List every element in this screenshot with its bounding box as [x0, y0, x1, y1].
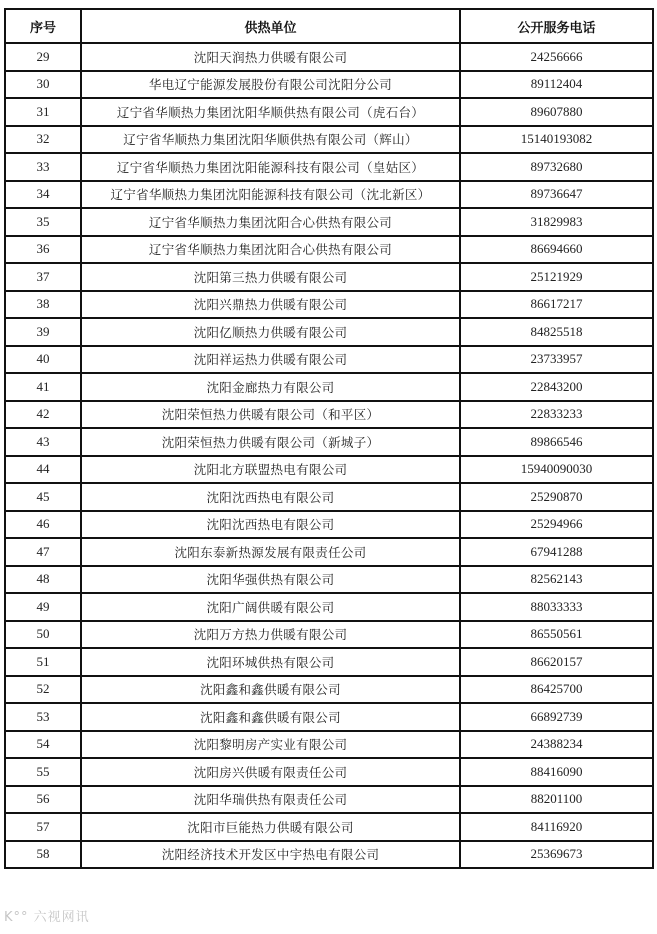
service-phone-cell: 89607880	[460, 98, 653, 126]
table-row	[5, 71, 653, 99]
table-row	[5, 236, 653, 264]
heating-units-table	[4, 8, 654, 869]
service-phone-cell: 24388234	[460, 731, 653, 759]
table-body	[5, 43, 653, 868]
service-phone-cell: 88033333	[460, 593, 653, 621]
header-service-phone: 公开服务电话	[460, 9, 653, 43]
service-phone-cell: 86550561	[460, 621, 653, 649]
table-row	[5, 373, 653, 401]
table-row	[5, 731, 653, 759]
heating-unit-cell: 沈阳兴鼎热力供暖有限公司	[81, 291, 460, 319]
heating-unit-cell: 辽宁省华顺热力集团沈阳华顺供热有限公司（虎石台）	[81, 98, 460, 126]
serial-number-cell: 30	[5, 71, 81, 99]
heating-unit-cell: 沈阳祥运热力供暖有限公司	[81, 346, 460, 374]
table-row	[5, 43, 653, 71]
heating-unit-cell: 沈阳沈西热电有限公司	[81, 483, 460, 511]
service-phone-cell: 89866546	[460, 428, 653, 456]
service-phone-cell: 86694660	[460, 236, 653, 264]
service-phone-cell: 22843200	[460, 373, 653, 401]
serial-number-cell: 53	[5, 703, 81, 731]
service-phone-cell: 88416090	[460, 758, 653, 786]
table-row	[5, 483, 653, 511]
heating-unit-cell: 沈阳广阔供暖有限公司	[81, 593, 460, 621]
service-phone-cell: 86425700	[460, 676, 653, 704]
service-phone-cell: 66892739	[460, 703, 653, 731]
table-row	[5, 703, 653, 731]
service-phone-cell: 25290870	[460, 483, 653, 511]
heating-unit-cell: 沈阳金廊热力有限公司	[81, 373, 460, 401]
serial-number-cell: 39	[5, 318, 81, 346]
service-phone-cell: 82562143	[460, 566, 653, 594]
table-row	[5, 566, 653, 594]
watermark: K°° 六视网讯	[4, 910, 90, 925]
service-phone-cell: 25369673	[460, 841, 653, 869]
serial-number-cell: 54	[5, 731, 81, 759]
serial-number-cell: 37	[5, 263, 81, 291]
table-row	[5, 98, 653, 126]
serial-number-cell: 58	[5, 841, 81, 869]
serial-number-cell: 55	[5, 758, 81, 786]
serial-number-cell: 50	[5, 621, 81, 649]
serial-number-cell: 43	[5, 428, 81, 456]
table-header-row	[5, 9, 653, 43]
heating-unit-cell: 沈阳鑫和鑫供暖有限公司	[81, 703, 460, 731]
table-row	[5, 758, 653, 786]
table-row	[5, 291, 653, 319]
serial-number-cell: 32	[5, 126, 81, 154]
table-row	[5, 181, 653, 209]
serial-number-cell: 36	[5, 236, 81, 264]
serial-number-cell: 52	[5, 676, 81, 704]
heating-unit-cell: 沈阳鑫和鑫供暖有限公司	[81, 676, 460, 704]
heating-unit-cell: 辽宁省华顺热力集团沈阳合心供热有限公司	[81, 208, 460, 236]
service-phone-cell: 86620157	[460, 648, 653, 676]
table-row	[5, 593, 653, 621]
service-phone-cell: 86617217	[460, 291, 653, 319]
serial-number-cell: 51	[5, 648, 81, 676]
serial-number-cell: 44	[5, 456, 81, 484]
service-phone-cell: 23733957	[460, 346, 653, 374]
table-row	[5, 428, 653, 456]
table-row	[5, 153, 653, 181]
header-heating-unit: 供热单位	[81, 9, 460, 43]
heating-unit-cell: 沈阳经济技术开发区中宇热电有限公司	[81, 841, 460, 869]
heating-unit-cell: 沈阳荣恒热力供暖有限公司（新城子）	[81, 428, 460, 456]
table-row	[5, 648, 653, 676]
heating-unit-cell: 沈阳环城供热有限公司	[81, 648, 460, 676]
service-phone-cell: 15140193082	[460, 126, 653, 154]
service-phone-cell: 89112404	[460, 71, 653, 99]
service-phone-cell: 25294966	[460, 511, 653, 539]
serial-number-cell: 29	[5, 43, 81, 71]
serial-number-cell: 57	[5, 813, 81, 841]
heating-unit-cell: 沈阳第三热力供暖有限公司	[81, 263, 460, 291]
table-row	[5, 318, 653, 346]
service-phone-cell: 22833233	[460, 401, 653, 429]
heating-unit-cell: 沈阳华瑞供热有限责任公司	[81, 786, 460, 814]
service-phone-cell: 88201100	[460, 786, 653, 814]
service-phone-cell: 89736647	[460, 181, 653, 209]
heating-unit-cell: 沈阳沈西热电有限公司	[81, 511, 460, 539]
service-phone-cell: 24256666	[460, 43, 653, 71]
service-phone-cell: 84116920	[460, 813, 653, 841]
table-row	[5, 126, 653, 154]
table-row	[5, 841, 653, 869]
heating-unit-cell: 辽宁省华顺热力集团沈阳能源科技有限公司（沈北新区）	[81, 181, 460, 209]
serial-number-cell: 31	[5, 98, 81, 126]
heating-unit-cell: 沈阳天润热力供暖有限公司	[81, 43, 460, 71]
service-phone-cell: 89732680	[460, 153, 653, 181]
serial-number-cell: 48	[5, 566, 81, 594]
table-row	[5, 401, 653, 429]
serial-number-cell: 56	[5, 786, 81, 814]
service-phone-cell: 25121929	[460, 263, 653, 291]
heating-unit-cell: 沈阳北方联盟热电有限公司	[81, 456, 460, 484]
serial-number-cell: 46	[5, 511, 81, 539]
service-phone-cell: 67941288	[460, 538, 653, 566]
heating-unit-cell: 辽宁省华顺热力集团沈阳合心供热有限公司	[81, 236, 460, 264]
serial-number-cell: 49	[5, 593, 81, 621]
heating-unit-cell: 辽宁省华顺热力集团沈阳能源科技有限公司（皇姑区）	[81, 153, 460, 181]
heating-unit-cell: 沈阳万方热力供暖有限公司	[81, 621, 460, 649]
serial-number-cell: 42	[5, 401, 81, 429]
heating-unit-cell: 沈阳市巨能热力供暖有限公司	[81, 813, 460, 841]
serial-number-cell: 34	[5, 181, 81, 209]
heating-units-table-container	[4, 8, 652, 869]
table-row	[5, 511, 653, 539]
heating-unit-cell: 沈阳荣恒热力供暖有限公司（和平区）	[81, 401, 460, 429]
serial-number-cell: 45	[5, 483, 81, 511]
table-row	[5, 263, 653, 291]
service-phone-cell: 84825518	[460, 318, 653, 346]
service-phone-cell: 31829983	[460, 208, 653, 236]
table-row	[5, 676, 653, 704]
table-row	[5, 346, 653, 374]
table-row	[5, 813, 653, 841]
table-row	[5, 208, 653, 236]
serial-number-cell: 38	[5, 291, 81, 319]
serial-number-cell: 40	[5, 346, 81, 374]
header-serial-number: 序号	[5, 9, 81, 43]
heating-unit-cell: 沈阳华强供热有限公司	[81, 566, 460, 594]
table-row	[5, 456, 653, 484]
heating-unit-cell: 沈阳黎明房产实业有限公司	[81, 731, 460, 759]
heating-unit-cell: 沈阳房兴供暖有限责任公司	[81, 758, 460, 786]
heating-unit-cell: 华电辽宁能源发展股份有限公司沈阳分公司	[81, 71, 460, 99]
serial-number-cell: 33	[5, 153, 81, 181]
heating-unit-cell: 辽宁省华顺热力集团沈阳华顺供热有限公司（辉山）	[81, 126, 460, 154]
service-phone-cell: 15940090030	[460, 456, 653, 484]
serial-number-cell: 41	[5, 373, 81, 401]
table-row	[5, 786, 653, 814]
serial-number-cell: 35	[5, 208, 81, 236]
table-row	[5, 621, 653, 649]
heating-unit-cell: 沈阳东泰新热源发展有限责任公司	[81, 538, 460, 566]
serial-number-cell: 47	[5, 538, 81, 566]
table-row	[5, 538, 653, 566]
heating-unit-cell: 沈阳亿顺热力供暖有限公司	[81, 318, 460, 346]
